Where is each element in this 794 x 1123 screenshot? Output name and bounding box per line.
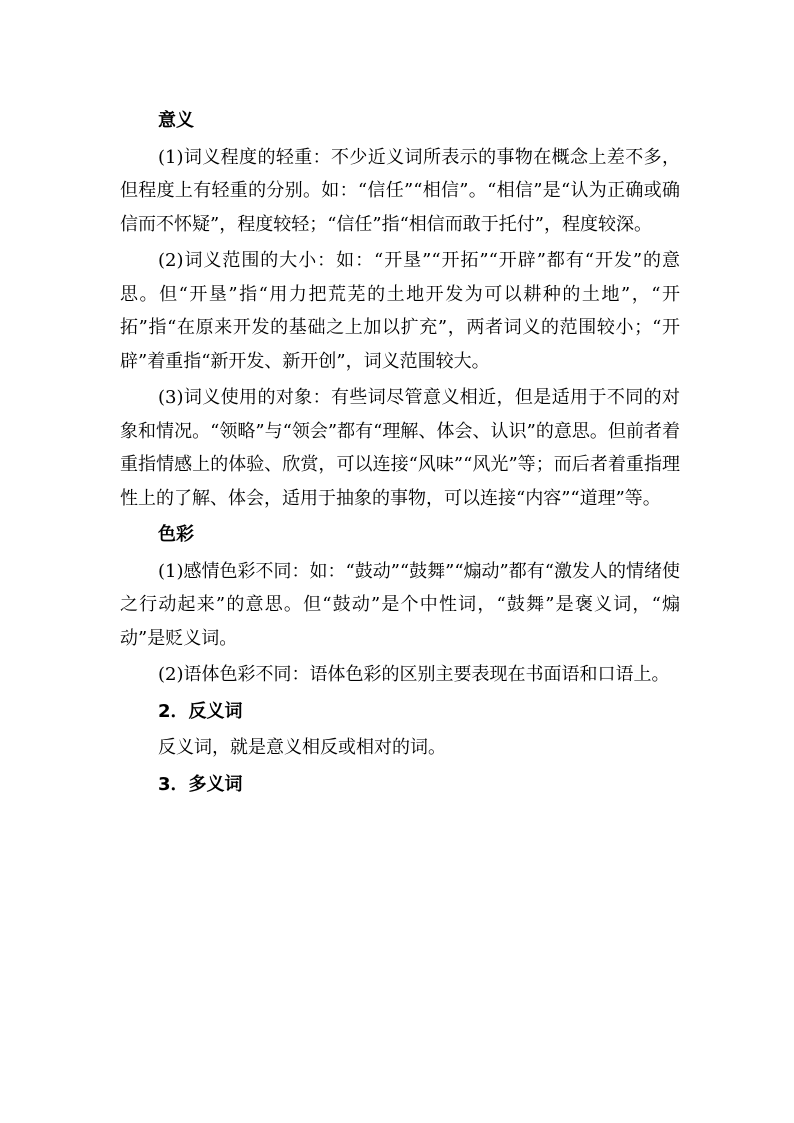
- paragraph-antonyms-definition: 反义词，就是意义相反或相对的词。: [158, 737, 446, 758]
- section-heading-polysemy: 3．多义词: [158, 773, 243, 795]
- paragraph-degree: (1)词义程度的轻重：不少近义词所表示的事物在概念上差不多，但程度上有轻重的分别。如：“信任”“相信”。“相信”是“认为正确或确信而不怀疑”，程度较轻；“信任”指“相信而敢于托付”，程度较深。: [120, 146, 680, 235]
- section-heading-meaning: 意义: [158, 110, 194, 131]
- document-body: [120, 102, 680, 801]
- paragraph-register-color: (2)语体色彩不同：语体色彩的区别主要表现在书面语和口语上。: [158, 664, 670, 685]
- section-heading-color: 色彩: [158, 524, 194, 545]
- paragraph-object: (3)词义使用的对象：有些词尽管意义相近，但是适用于不同的对象和情况。“领略”与“领会”都有“理解、体会、认识”的意思。但前者着重指情感上的体验、欣赏，可以连接“风味”“风光”等；而后者着重指理性上的了解、体会，适用于抽象的事物，可以连接“内容”“道理”等。: [120, 387, 680, 509]
- paragraph-scope: (2)词义范围的大小：如：“开垦”“开拓”“开辟”都有“开发”的意思。但“开垦”指“用力把荒芜的土地开发为可以耕种的土地”，“开拓”指“在原来开发的基础之上加以扩充”，两者词义的范围较小；“开辟”着重指“新开发、新开创”，词义范围较大。: [120, 250, 680, 372]
- section-heading-antonyms: 2．反义词: [158, 700, 243, 722]
- paragraph-emotional-color: (1)感情色彩不同：如：“鼓动”“鼓舞”“煽动”都有“激发人的情绪使之行动起来”的意思。但“鼓动”是个中性词，“鼓舞”是褒义词，“煽动”是贬义词。: [120, 560, 680, 649]
